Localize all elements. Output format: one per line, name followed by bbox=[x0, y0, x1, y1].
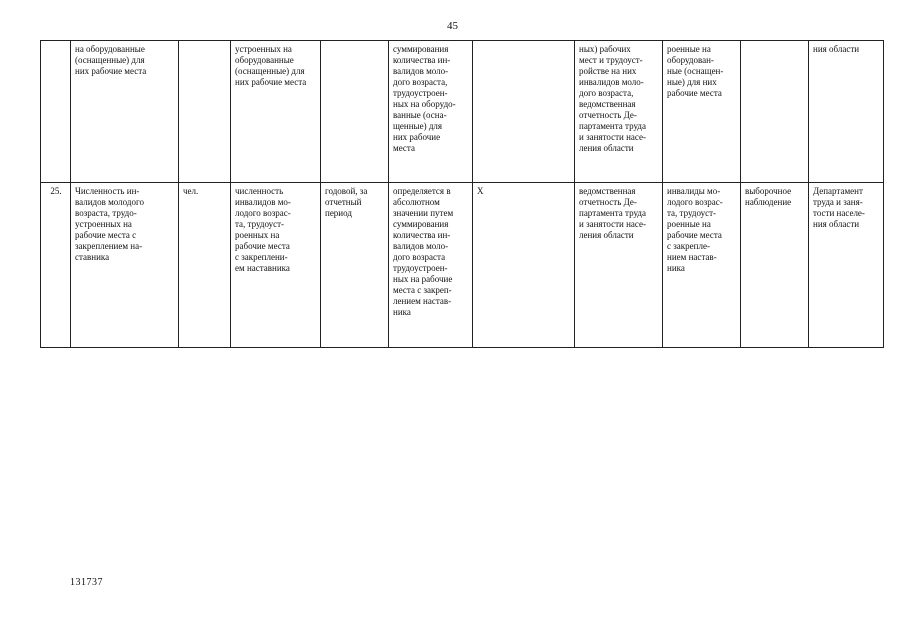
cell-definition: численность инвалидов мо- лодого возрас- та, трудоуст- роенных на рабочие места с закреплени- ем наставника bbox=[231, 183, 321, 348]
cell-indicator-name: на оборудованные (оснащенные) для них рабочие места bbox=[71, 41, 179, 183]
cell-data-source: ведомственная отчетность Де- партамента труда и занятости насе- ления области bbox=[575, 183, 663, 348]
document-code: 131737 bbox=[70, 577, 103, 588]
cell-basic-indicators bbox=[473, 41, 575, 183]
cell-definition: устроенных на оборудованные (оснащенные) для них рабочие места bbox=[231, 41, 321, 183]
cell-unit: чел. bbox=[179, 183, 231, 348]
table-row-25 bbox=[41, 183, 884, 348]
cell-number bbox=[41, 41, 71, 183]
cell-indicator-name: Численность ин- валидов молодого возраста, трудо- устроенных на рабочие места с закреплением на- ставника bbox=[71, 183, 179, 348]
cell-observation-unit: инвалиды мо- лодого возрас- та, трудоуст- роенные на рабочие места с закрепле- нием настав- ника bbox=[663, 183, 741, 348]
cell-responsible: Департамент труда и заня- тости населе- ния области bbox=[809, 183, 884, 348]
cell-calculation-method: определяется в абсолютном значении путем суммирования количества ин- валидов моло- дого возраста трудоустроен- ных на рабочие места с закреп- лением настав- ника bbox=[389, 183, 473, 348]
table-row-continuation bbox=[41, 41, 884, 183]
cell-coverage: выборочное наблюдение bbox=[741, 183, 809, 348]
cell-responsible: ния области bbox=[809, 41, 884, 183]
cell-unit bbox=[179, 41, 231, 183]
cell-basic-indicators: X bbox=[473, 183, 575, 348]
cell-observation-unit: роенные на оборудован- ные (оснащен- ные) для них рабочие места bbox=[663, 41, 741, 183]
page-number: 45 bbox=[447, 20, 458, 32]
cell-data-source: ных) рабочих мест и трудоуст- ройстве на них инвалидов моло- дого возраста, ведомственная отчетность Де- партамента труда и занятости насе- ления области bbox=[575, 41, 663, 183]
indicator-table bbox=[40, 40, 884, 348]
cell-number: 25. bbox=[41, 183, 71, 348]
cell-calculation-method: суммирования количества ин- валидов моло- дого возраста, трудоустроен- ных на оборудо- ванные (осна- щенные) для них рабочие места bbox=[389, 41, 473, 183]
cell-periodicity bbox=[321, 41, 389, 183]
cell-periodicity: годовой, за отчетный период bbox=[321, 183, 389, 348]
cell-coverage bbox=[741, 41, 809, 183]
